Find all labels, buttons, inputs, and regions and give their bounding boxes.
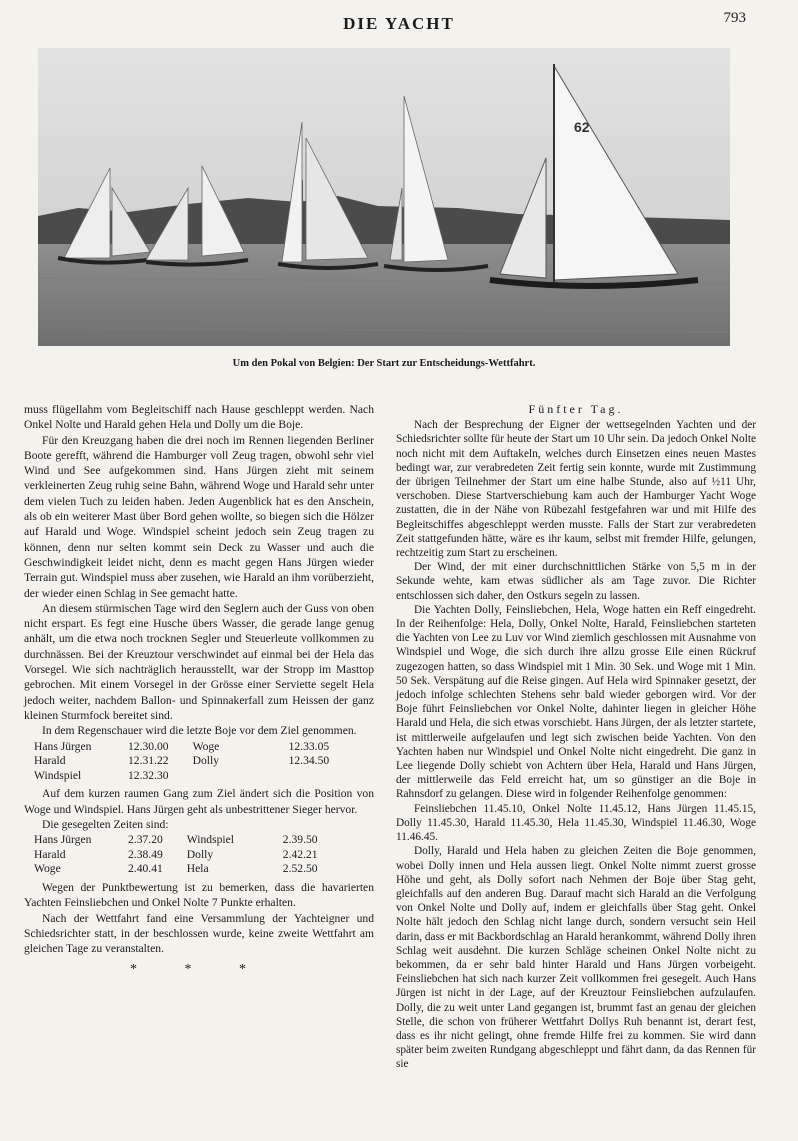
- section-divider-stars: * * *: [130, 962, 268, 978]
- paragraph: Feinsliebchen 11.45.10, Onkel Nolte 11.45.12, Hans Jürgen 11.45.15, Dolly 11.45.30, Harald 11.45.30, Hela 11.45.30, Windspiel 11.46.30, Woge 11.46.45.: [396, 802, 756, 844]
- journal-title: DIE YACHT: [343, 14, 455, 33]
- table-cell: 2.39.50: [282, 833, 318, 847]
- paragraph: In dem Regenschauer wird die letzte Boje vor dem Ziel genommen.: [42, 724, 357, 738]
- table-cell: [289, 769, 336, 784]
- table-cell: Dolly: [186, 847, 214, 861]
- paragraph: Nach der Wettfahrt fand eine Versammlung der Yachteigner und Schiedsrichter statt, in der beschlossen wurde, keine zweite Wettfahrt am gleichen Tage zu veranstalten.: [24, 911, 374, 956]
- paragraph: Wegen der Punktbewertung ist zu bemerken, dass die havarierten Yachten Feinsliebchen und Onkel Nolte 7 Punkte erhalten.: [24, 880, 374, 910]
- table-cell: 2.37.20: [128, 833, 163, 847]
- paragraph: Der Wind, der mit einer durchschnittlichen Stärke von 5,5 m in der Sekunde wehte, kam etwas südlicher als am Tage zuvor. Die Richter entschlossen sich daher, den Ostkurs segeln zu lassen.: [396, 561, 756, 602]
- buoy-times-table: [34, 740, 335, 784]
- page-header: [0, 8, 798, 34]
- paragraph: Die Yachten Dolly, Feinsliebchen, Hela, Woge hatten ein Reff eingedreht. In der Reihenfolge: Hela, Dolly, Onkel Nolte, Harald, Feinsliebchen starteten die Yachten von Lee zu Luv vor Wind ziemlich geschlossen mit Ausnahme von Windspiel und Woge, die sich durch ihre allzu grosse Eile einen Rückruf zugezogen hatten, so dass Windspiel mit 1 Min. 30 Sek. und Woge mit 1 Min. 50 Sek. Verspätung auf die Reise gingen. Auf Hela wird Spinnaker gesetzt, der jedoch infolge schlechten Stehens sehr bald wieder geborgen wird. Vor der Boje führt Feinsliebchen vor Onkel Nolte, dahinter liegen in gleicher Höhe Harald und Hela, die sich etwas vorschiebt. Hans Jürgen, der als letzter startete, ist mittlerweile aufgelaufen und legt sich zwischen beide Yachten. Von den Yachten haben nur Windspiel und Onkel Nolte nicht eingedreht. Die ganz in Lee liegende Dolly schiebt von Achtern über Hela, Harald und Hans Jürgen, der mittlerweile das Feld erreicht hat, um so günstiger an die Boje in Rahnsdorf zu gelangen. Diese wird in folgender Reihenfolge genommen:: [396, 603, 756, 801]
- sailboats-image: [38, 48, 730, 346]
- table-cell: 12.33.05: [288, 739, 330, 753]
- paragraph: Auf dem kurzen raumen Gang zum Ziel ändert sich die Position von Woge und Windspiel. Hans Jürgen geht als unbestrittener Sieger hervor.: [24, 787, 374, 816]
- table-cell: 2.40.41: [128, 862, 163, 876]
- paragraph: An diesem stürmischen Tage wird den Seglern auch der Guss von oben nicht erspart. Es fegt eine Husche übers Wasser, die gerade lange genug anhält, um die etwa noch trocknen Segler und Steuerleute vollkommen zu durchnässen. Bei der Kreuztour verschwindet auf einmal bei der Hela das Vorsegel. Wie sich nachträglich herausstellt, war der Stropp im Masttop gebrochen. Mit einem Vorsegel in der Grösse einer Serviette segelt Hela jedoch weiter, nachdem Ballon- und Spinnakerfall zum Heissen der ganz kleinen Sturmfock bereitet sind.: [24, 601, 374, 722]
- table-cell: Hans Jürgen: [34, 739, 92, 753]
- table-row: [34, 848, 324, 863]
- table-cell: 12.31.22: [128, 754, 169, 768]
- table-cell: Hela: [186, 862, 209, 876]
- table-cell: 2.42.21: [282, 847, 318, 861]
- paragraph: muss flügellahm vom Begleitschiff nach Hause geschleppt werden. Nach Onkel Nolte und Harald gehen Hela und Dolly um die Boje.: [24, 403, 374, 432]
- table-cell: 2.52.50: [282, 862, 318, 876]
- table-cell: 12.32.30: [128, 768, 169, 782]
- table-cell: Windspiel: [186, 833, 234, 847]
- table-cell: Windspiel: [34, 768, 82, 782]
- table-cell: Harald: [34, 754, 66, 768]
- table-row: [34, 754, 335, 769]
- table-cell: Woge: [34, 862, 61, 876]
- table-cell: 12.34.50: [288, 754, 330, 768]
- page-number: 793: [723, 10, 746, 26]
- table-cell: Woge: [192, 739, 220, 753]
- table-cell: [193, 769, 289, 784]
- paragraph: Die gesegelten Zeiten sind:: [42, 817, 169, 831]
- table-cell: Dolly: [192, 754, 219, 768]
- table-row: [34, 769, 335, 784]
- right-column: [396, 402, 756, 1072]
- svg-text:62: 62: [574, 119, 590, 135]
- table-row: [34, 833, 324, 848]
- table-row: [34, 862, 324, 877]
- paragraph: Für den Kreuzgang haben die drei noch im Rennen liegenden Berliner Boote gerefft, während die Hamburger voll Zeug tragen, obwohl sehr viel Wind und See aufgekommen sind. Hans Jürgen zieht mit seinem verkleinerten Zeug ruhig seine Bahn, während Woge und Harald sehr unter dem vielen Tuch zu leiden haben. Jeden Augenblick hat es den Anschein, als ob ein weiterer Mast über Bord gehen wollte, so biegen sich die Hölzer auf Harald und Woge. Windspiel scheint jedoch sein Zeug tragen zu können, denn nur selten kommt sein Deck zu Wasser und auch die Geschwindigkeit leidet nicht, denn es macht gegen Hans Jürgen wieder Terrain gut. Windspiel muss aber zusehen, wie Harald an ihm vorüberzieht, der wieder einen Schlag in See gemacht hatte.: [24, 433, 374, 600]
- regatta-photo: [38, 48, 730, 346]
- table-cell: 12.30.00: [128, 739, 169, 753]
- table-cell: 2.38.49: [128, 847, 163, 861]
- section-title: Fünfter Tag.: [528, 402, 624, 416]
- sailed-times-table: [34, 833, 324, 877]
- table-cell: Hans Jürgen: [34, 833, 92, 847]
- table-cell: Harald: [34, 847, 66, 861]
- left-column: [24, 402, 374, 978]
- paragraph: Nach der Besprechung der Eigner der wettsegelnden Yachten und der Schiedsrichter sollte für heute der Start um 10 Uhr sein. Da jedoch Onkel Nolte noch nicht mit dem Auftakeln, welches durch Einsetzen eines neuen Mastes bedingt war, zur verabredeten Zeit fertig sein konnte, wurde mit Zustimmung der übrigen Teilnehmer der Start um eine halbe Stunde, also auf ½11 Uhr, verschoben. Diese Startverschiebung kam auch der Hamburger Yacht Woge zustatten, die in der Nähe von Rübezahl festgefahren war und mit Hilfe des Begleitschiffes abgeschleppt werden musste. Falls der Start zur verabredeten Zeit stattgefunden hätte, wäre es ihr kaum, selbst mit fremder Hilfe, gelungen, rechtzeitig zum Start zu erscheinen.: [396, 419, 756, 560]
- paragraph: Dolly, Harald und Hela haben zu gleichen Zeiten die Boje genommen, wobei Dolly innen und Hela aussen liegt. Onkel Nolte nimmt zuerst grosse Höhe und geht, als Dolly sofort nach Nehmen der Boje über Stag geht, gleichfalls auf den anderen Bug. Darauf macht sich Harald an die Verfolgung von Onkel Nolte und Dolly auf, indem er gleichfalls über Stag geht. Onkel Nolte hält jedoch den Schlag nicht lange durch, sondern versucht sein Heil darin, dass er mit Backbordschlag an Harald herankommt, während Dolly ihren Schlag weit ausdehnt. Die kurzen Schläge scheinen Onkel Nolte nicht zu bekommen, da er sehr bald hinter Harald und Hans Jürgen vorbeigeht. Feinsliebchen hat sich nach kurzer Zeit vollkommen frei gesegelt. Auch Hans Jürgen ist nicht in der Lage, auf der Kreuztour Feinsliebchen aufzulaufen. Dolly, die zu weit unter Land gegangen ist, brummt fast an genau der gleichen Stelle, die schon von früherer Wettfahrt Dollys Ruh benannt ist, derart fest, dass es ihr nicht gelingt, ohne fremde Hilfe frei zu kommen. Sie wird dann später beim zweiten Rundgang abgeschleppt und fährt dann, da das Rennen für sie: [396, 845, 756, 1071]
- table-row: [34, 740, 335, 755]
- figure-caption: Um den Pokal von Belgien: Der Start zur Entscheidungs-Wettfahrt.: [232, 358, 536, 369]
